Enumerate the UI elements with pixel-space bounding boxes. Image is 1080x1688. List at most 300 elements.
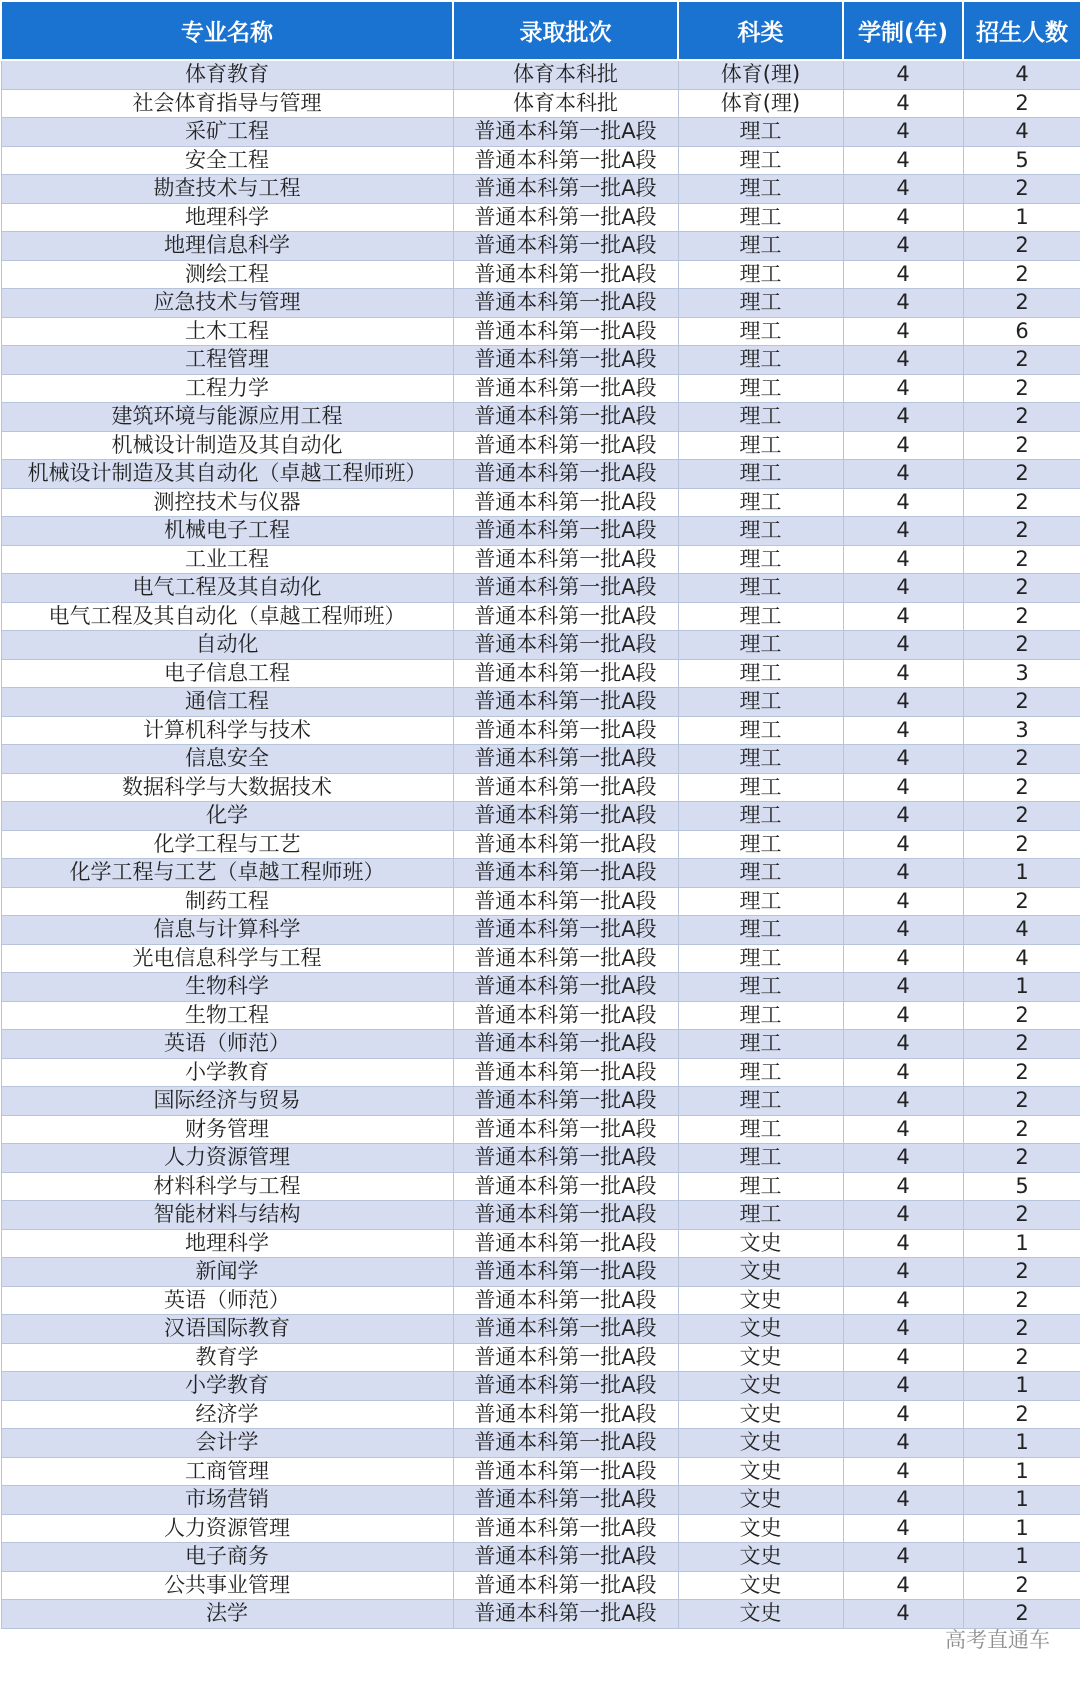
cell-quota: 2 [963, 1315, 1080, 1344]
cell-duration: 4 [843, 1429, 963, 1458]
cell-quota: 1 [963, 1457, 1080, 1486]
cell-duration: 4 [843, 374, 963, 403]
cell-batch: 普通本科第一批A段 [453, 260, 678, 289]
cell-duration: 4 [843, 175, 963, 204]
table-row [1, 574, 1080, 603]
table-row [1, 260, 1080, 289]
cell-duration: 4 [843, 716, 963, 745]
cell-major: 信息与计算科学 [1, 916, 453, 945]
cell-quota: 2 [963, 1400, 1080, 1429]
cell-category: 理工 [678, 175, 843, 204]
cell-duration: 4 [843, 887, 963, 916]
cell-major: 法学 [1, 1600, 453, 1629]
cell-duration: 4 [843, 1286, 963, 1315]
cell-duration: 4 [843, 1115, 963, 1144]
table-row [1, 1429, 1080, 1458]
cell-batch: 普通本科第一批A段 [453, 460, 678, 489]
cell-category: 文史 [678, 1400, 843, 1429]
cell-duration: 4 [843, 688, 963, 717]
cell-category: 理工 [678, 916, 843, 945]
table-row [1, 1486, 1080, 1515]
cell-quota: 2 [963, 574, 1080, 603]
cell-major: 小学教育 [1, 1058, 453, 1087]
cell-batch: 普通本科第一批A段 [453, 1286, 678, 1315]
table-row [1, 1229, 1080, 1258]
cell-major: 化学工程与工艺 [1, 830, 453, 859]
cell-batch: 普通本科第一批A段 [453, 745, 678, 774]
cell-quota: 2 [963, 1001, 1080, 1030]
table-row [1, 232, 1080, 261]
cell-category: 理工 [678, 403, 843, 432]
cell-quota: 4 [963, 60, 1080, 89]
cell-category: 理工 [678, 944, 843, 973]
cell-major: 采矿工程 [1, 118, 453, 147]
cell-category: 文史 [678, 1486, 843, 1515]
cell-major: 市场营销 [1, 1486, 453, 1515]
table-row [1, 830, 1080, 859]
cell-batch: 普通本科第一批A段 [453, 859, 678, 888]
cell-batch: 普通本科第一批A段 [453, 232, 678, 261]
cell-quota: 2 [963, 1115, 1080, 1144]
cell-duration: 4 [843, 631, 963, 660]
table-row [1, 1400, 1080, 1429]
cell-duration: 4 [843, 745, 963, 774]
cell-batch: 普通本科第一批A段 [453, 146, 678, 175]
cell-category: 理工 [678, 1201, 843, 1230]
cell-batch: 普通本科第一批A段 [453, 545, 678, 574]
cell-category: 文史 [678, 1258, 843, 1287]
cell-major: 人力资源管理 [1, 1144, 453, 1173]
table-row [1, 1201, 1080, 1230]
cell-category: 文史 [678, 1286, 843, 1315]
table-row [1, 460, 1080, 489]
cell-major: 工业工程 [1, 545, 453, 574]
cell-major: 电气工程及其自动化（卓越工程师班） [1, 602, 453, 631]
cell-batch: 普通本科第一批A段 [453, 802, 678, 831]
cell-batch: 普通本科第一批A段 [453, 1571, 678, 1600]
cell-duration: 4 [843, 60, 963, 89]
cell-major: 地理信息科学 [1, 232, 453, 261]
cell-major: 制药工程 [1, 887, 453, 916]
cell-quota: 2 [963, 688, 1080, 717]
cell-quota: 2 [963, 89, 1080, 118]
header-category: 科类 [678, 1, 843, 60]
cell-major: 地理科学 [1, 1229, 453, 1258]
table-row [1, 745, 1080, 774]
cell-batch: 普通本科第一批A段 [453, 1486, 678, 1515]
cell-quota: 2 [963, 830, 1080, 859]
table-row [1, 1543, 1080, 1572]
cell-batch: 普通本科第一批A段 [453, 773, 678, 802]
cell-batch: 普通本科第一批A段 [453, 317, 678, 346]
cell-major: 工程管理 [1, 346, 453, 375]
table-row [1, 289, 1080, 318]
table-row [1, 1286, 1080, 1315]
cell-category: 文史 [678, 1343, 843, 1372]
table-row [1, 659, 1080, 688]
cell-duration: 4 [843, 1600, 963, 1629]
cell-quota: 2 [963, 631, 1080, 660]
cell-duration: 4 [843, 431, 963, 460]
table-row [1, 716, 1080, 745]
table-row [1, 1058, 1080, 1087]
cell-duration: 4 [843, 89, 963, 118]
cell-quota: 2 [963, 431, 1080, 460]
table-row [1, 1372, 1080, 1401]
header-major: 专业名称 [1, 1, 453, 60]
cell-batch: 普通本科第一批A段 [453, 346, 678, 375]
cell-major: 人力资源管理 [1, 1514, 453, 1543]
cell-duration: 4 [843, 1343, 963, 1372]
cell-category: 体育(理) [678, 60, 843, 89]
cell-duration: 4 [843, 232, 963, 261]
cell-major: 小学教育 [1, 1372, 453, 1401]
cell-major: 机械设计制造及其自动化 [1, 431, 453, 460]
cell-batch: 普通本科第一批A段 [453, 1400, 678, 1429]
cell-major: 勘查技术与工程 [1, 175, 453, 204]
cell-batch: 普通本科第一批A段 [453, 1457, 678, 1486]
cell-batch: 普通本科第一批A段 [453, 944, 678, 973]
cell-category: 理工 [678, 203, 843, 232]
cell-category: 文史 [678, 1514, 843, 1543]
cell-major: 智能材料与结构 [1, 1201, 453, 1230]
cell-batch: 普通本科第一批A段 [453, 1429, 678, 1458]
cell-quota: 2 [963, 374, 1080, 403]
cell-major: 英语（师范） [1, 1286, 453, 1315]
cell-quota: 2 [963, 1600, 1080, 1629]
cell-batch: 普通本科第一批A段 [453, 1058, 678, 1087]
cell-quota: 2 [963, 488, 1080, 517]
cell-batch: 普通本科第一批A段 [453, 1258, 678, 1287]
cell-category: 理工 [678, 659, 843, 688]
cell-category: 理工 [678, 631, 843, 660]
cell-major: 国际经济与贸易 [1, 1087, 453, 1116]
cell-batch: 普通本科第一批A段 [453, 574, 678, 603]
cell-category: 文史 [678, 1429, 843, 1458]
cell-quota: 2 [963, 1144, 1080, 1173]
cell-duration: 4 [843, 146, 963, 175]
cell-duration: 4 [843, 346, 963, 375]
table-row [1, 1600, 1080, 1629]
cell-batch: 普通本科第一批A段 [453, 118, 678, 147]
cell-quota: 2 [963, 403, 1080, 432]
cell-batch: 普通本科第一批A段 [453, 1030, 678, 1059]
cell-duration: 4 [843, 1543, 963, 1572]
cell-duration: 4 [843, 659, 963, 688]
cell-batch: 普通本科第一批A段 [453, 887, 678, 916]
cell-quota: 4 [963, 944, 1080, 973]
cell-category: 理工 [678, 232, 843, 261]
cell-batch: 普通本科第一批A段 [453, 631, 678, 660]
cell-category: 理工 [678, 146, 843, 175]
cell-duration: 4 [843, 1486, 963, 1515]
table-row [1, 631, 1080, 660]
cell-category: 文史 [678, 1315, 843, 1344]
cell-duration: 4 [843, 203, 963, 232]
cell-batch: 普通本科第一批A段 [453, 1514, 678, 1543]
cell-batch: 普通本科第一批A段 [453, 203, 678, 232]
cell-major: 土木工程 [1, 317, 453, 346]
cell-major: 工商管理 [1, 1457, 453, 1486]
cell-batch: 普通本科第一批A段 [453, 403, 678, 432]
header-batch: 录取批次 [453, 1, 678, 60]
cell-category: 理工 [678, 431, 843, 460]
table-row [1, 859, 1080, 888]
cell-category: 理工 [678, 260, 843, 289]
cell-quota: 2 [963, 1058, 1080, 1087]
cell-duration: 4 [843, 973, 963, 1002]
cell-quota: 2 [963, 1201, 1080, 1230]
cell-duration: 4 [843, 1144, 963, 1173]
cell-major: 信息安全 [1, 745, 453, 774]
cell-quota: 2 [963, 346, 1080, 375]
table-row [1, 517, 1080, 546]
cell-batch: 普通本科第一批A段 [453, 431, 678, 460]
table-row [1, 1514, 1080, 1543]
cell-quota: 2 [963, 1571, 1080, 1600]
cell-quota: 2 [963, 517, 1080, 546]
cell-batch: 普通本科第一批A段 [453, 1144, 678, 1173]
table-row [1, 1343, 1080, 1372]
table-row [1, 118, 1080, 147]
table-header [1, 1, 1080, 60]
cell-duration: 4 [843, 773, 963, 802]
cell-quota: 5 [963, 146, 1080, 175]
cell-major: 公共事业管理 [1, 1571, 453, 1600]
table-row [1, 1030, 1080, 1059]
cell-batch: 普通本科第一批A段 [453, 602, 678, 631]
cell-quota: 6 [963, 317, 1080, 346]
cell-duration: 4 [843, 517, 963, 546]
table-row [1, 773, 1080, 802]
cell-batch: 体育本科批 [453, 89, 678, 118]
cell-quota: 2 [963, 460, 1080, 489]
watermark: 高考直通车 [945, 1628, 1050, 1652]
cell-duration: 4 [843, 1258, 963, 1287]
cell-batch: 普通本科第一批A段 [453, 1543, 678, 1572]
table-body [1, 60, 1080, 1628]
cell-batch: 普通本科第一批A段 [453, 1229, 678, 1258]
cell-category: 理工 [678, 973, 843, 1002]
cell-duration: 4 [843, 545, 963, 574]
cell-duration: 4 [843, 289, 963, 318]
table-row [1, 1457, 1080, 1486]
cell-quota: 1 [963, 1543, 1080, 1572]
table-row [1, 1315, 1080, 1344]
cell-duration: 4 [843, 574, 963, 603]
cell-category: 理工 [678, 517, 843, 546]
cell-category: 理工 [678, 830, 843, 859]
cell-major: 电子商务 [1, 1543, 453, 1572]
table-row [1, 887, 1080, 916]
table-row [1, 175, 1080, 204]
table-row [1, 1001, 1080, 1030]
header-duration: 学制(年) [843, 1, 963, 60]
cell-quota: 4 [963, 916, 1080, 945]
cell-quota: 3 [963, 716, 1080, 745]
header-quota: 招生人数 [963, 1, 1080, 60]
cell-major: 机械设计制造及其自动化（卓越工程师班） [1, 460, 453, 489]
cell-major: 计算机科学与技术 [1, 716, 453, 745]
table-row [1, 488, 1080, 517]
cell-batch: 普通本科第一批A段 [453, 289, 678, 318]
cell-major: 自动化 [1, 631, 453, 660]
cell-duration: 4 [843, 1571, 963, 1600]
cell-category: 文史 [678, 1600, 843, 1629]
cell-duration: 4 [843, 802, 963, 831]
cell-major: 通信工程 [1, 688, 453, 717]
cell-quota: 2 [963, 260, 1080, 289]
cell-quota: 2 [963, 232, 1080, 261]
cell-duration: 4 [843, 317, 963, 346]
cell-duration: 4 [843, 460, 963, 489]
cell-major: 生物科学 [1, 973, 453, 1002]
cell-category: 理工 [678, 317, 843, 346]
cell-batch: 普通本科第一批A段 [453, 830, 678, 859]
cell-category: 理工 [678, 545, 843, 574]
cell-quota: 2 [963, 1343, 1080, 1372]
table-row [1, 89, 1080, 118]
cell-category: 文史 [678, 1457, 843, 1486]
cell-major: 测绘工程 [1, 260, 453, 289]
cell-category: 理工 [678, 374, 843, 403]
cell-category: 理工 [678, 1172, 843, 1201]
cell-quota: 1 [963, 1514, 1080, 1543]
cell-duration: 4 [843, 260, 963, 289]
cell-quota: 2 [963, 1286, 1080, 1315]
cell-category: 理工 [678, 1001, 843, 1030]
cell-quota: 1 [963, 1429, 1080, 1458]
cell-quota: 1 [963, 1372, 1080, 1401]
cell-duration: 4 [843, 118, 963, 147]
cell-major: 工程力学 [1, 374, 453, 403]
cell-quota: 3 [963, 659, 1080, 688]
cell-batch: 普通本科第一批A段 [453, 1201, 678, 1230]
cell-duration: 4 [843, 859, 963, 888]
cell-batch: 普通本科第一批A段 [453, 916, 678, 945]
cell-duration: 4 [843, 1372, 963, 1401]
cell-quota: 2 [963, 1030, 1080, 1059]
cell-major: 应急技术与管理 [1, 289, 453, 318]
cell-category: 体育(理) [678, 89, 843, 118]
cell-duration: 4 [843, 830, 963, 859]
cell-category: 理工 [678, 602, 843, 631]
table-row [1, 203, 1080, 232]
cell-major: 电气工程及其自动化 [1, 574, 453, 603]
cell-category: 理工 [678, 1087, 843, 1116]
cell-quota: 2 [963, 773, 1080, 802]
cell-batch: 普通本科第一批A段 [453, 716, 678, 745]
cell-duration: 4 [843, 1058, 963, 1087]
cell-quota: 1 [963, 203, 1080, 232]
cell-duration: 4 [843, 403, 963, 432]
cell-category: 理工 [678, 716, 843, 745]
header-row [1, 1, 1080, 60]
cell-major: 化学 [1, 802, 453, 831]
cell-category: 理工 [678, 488, 843, 517]
cell-major: 财务管理 [1, 1115, 453, 1144]
cell-batch: 普通本科第一批A段 [453, 374, 678, 403]
cell-major: 地理科学 [1, 203, 453, 232]
cell-quota: 2 [963, 545, 1080, 574]
cell-batch: 普通本科第一批A段 [453, 517, 678, 546]
cell-category: 理工 [678, 688, 843, 717]
cell-major: 经济学 [1, 1400, 453, 1429]
cell-major: 机械电子工程 [1, 517, 453, 546]
cell-batch: 普通本科第一批A段 [453, 1172, 678, 1201]
table-row [1, 1144, 1080, 1173]
cell-duration: 4 [843, 1457, 963, 1486]
cell-batch: 普通本科第一批A段 [453, 659, 678, 688]
cell-category: 理工 [678, 289, 843, 318]
cell-batch: 普通本科第一批A段 [453, 1001, 678, 1030]
cell-batch: 普通本科第一批A段 [453, 1600, 678, 1629]
cell-duration: 4 [843, 1201, 963, 1230]
cell-batch: 体育本科批 [453, 60, 678, 89]
cell-major: 社会体育指导与管理 [1, 89, 453, 118]
cell-category: 理工 [678, 745, 843, 774]
cell-batch: 普通本科第一批A段 [453, 175, 678, 204]
table-row [1, 403, 1080, 432]
cell-duration: 4 [843, 1315, 963, 1344]
cell-quota: 4 [963, 118, 1080, 147]
cell-major: 汉语国际教育 [1, 1315, 453, 1344]
cell-quota: 2 [963, 289, 1080, 318]
cell-duration: 4 [843, 1030, 963, 1059]
cell-duration: 4 [843, 944, 963, 973]
cell-category: 理工 [678, 887, 843, 916]
cell-major: 电子信息工程 [1, 659, 453, 688]
cell-batch: 普通本科第一批A段 [453, 1372, 678, 1401]
cell-major: 数据科学与大数据技术 [1, 773, 453, 802]
table-row [1, 944, 1080, 973]
cell-major: 体育教育 [1, 60, 453, 89]
cell-batch: 普通本科第一批A段 [453, 973, 678, 1002]
cell-batch: 普通本科第一批A段 [453, 1315, 678, 1344]
cell-batch: 普通本科第一批A段 [453, 688, 678, 717]
cell-duration: 4 [843, 1229, 963, 1258]
cell-duration: 4 [843, 1087, 963, 1116]
cell-quota: 2 [963, 602, 1080, 631]
cell-major: 教育学 [1, 1343, 453, 1372]
cell-duration: 4 [843, 1001, 963, 1030]
cell-category: 理工 [678, 859, 843, 888]
table-row [1, 916, 1080, 945]
cell-major: 英语（师范） [1, 1030, 453, 1059]
cell-major: 安全工程 [1, 146, 453, 175]
cell-quota: 1 [963, 859, 1080, 888]
cell-category: 理工 [678, 460, 843, 489]
cell-major: 材料科学与工程 [1, 1172, 453, 1201]
cell-major: 建筑环境与能源应用工程 [1, 403, 453, 432]
cell-batch: 普通本科第一批A段 [453, 488, 678, 517]
cell-duration: 4 [843, 1514, 963, 1543]
table-row [1, 602, 1080, 631]
cell-duration: 4 [843, 488, 963, 517]
cell-batch: 普通本科第一批A段 [453, 1343, 678, 1372]
cell-duration: 4 [843, 1172, 963, 1201]
cell-category: 文史 [678, 1543, 843, 1572]
cell-category: 理工 [678, 1115, 843, 1144]
table-row [1, 1258, 1080, 1287]
cell-category: 理工 [678, 346, 843, 375]
cell-quota: 1 [963, 973, 1080, 1002]
cell-quota: 2 [963, 1258, 1080, 1287]
cell-quota: 2 [963, 1087, 1080, 1116]
cell-category: 理工 [678, 802, 843, 831]
cell-category: 文史 [678, 1571, 843, 1600]
cell-major: 生物工程 [1, 1001, 453, 1030]
